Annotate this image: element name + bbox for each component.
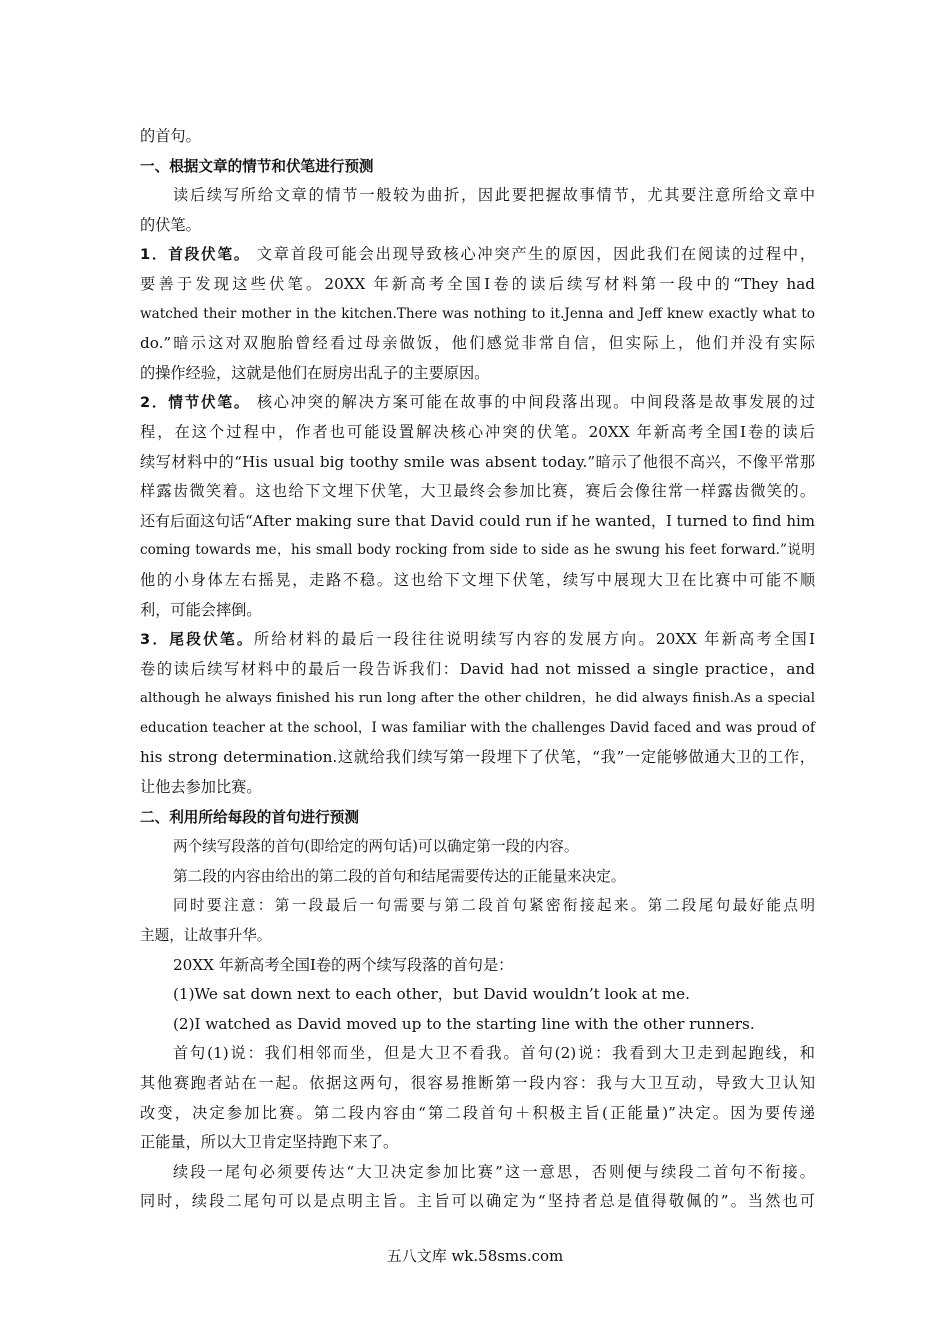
body-line: 卷的读后续写材料中的最后一段告诉我们：David had not missed a single practice，and <box>140 659 815 678</box>
body-line: his strong determination.这就给我们续写第一段埋下了伏笔，“我”一定能够做通大卫的工作， <box>140 748 815 767</box>
example-sentence-2: (2)I watched as David moved up to the starting line with the other runners. <box>173 1014 755 1033</box>
point-3-text: 所给材料的最后一段往往说明续写内容的发展方向。20XX 年新高考全国Ⅰ <box>253 630 815 649</box>
body-line: 20XX 年新高考全国Ⅰ卷的两个续写段落的首句是： <box>173 955 514 974</box>
body-line: 让他去参加比赛。 <box>140 778 262 797</box>
body-line: although he always finished his run long after the other children，he did always finish.As a special <box>140 691 815 707</box>
body-line: 续段一尾句必须要传达“大卫决定参加比赛”这一意思，否则便与续段二首句不衔接。 <box>173 1162 815 1181</box>
section-heading-1: 一、根据文章的情节和伏笔进行预测 <box>140 157 374 175</box>
body-line: education teacher at the school，I was familiar with the challenges David faced and was proud of <box>140 719 815 736</box>
body-line: coming towards me，his small body rocking from side to side as he swung his feet forward.”说明 <box>140 542 815 559</box>
body-line: 续写材料中的“His usual big toothy smile was absent today.”暗示了他很不高兴，不像平常那 <box>140 452 815 471</box>
body-line: 他的小身体左右摇晃，走路不稳。这也给下文埋下伏笔，续写中展现大卫在比赛中可能不顺 <box>140 570 815 589</box>
point-2-line <box>140 388 815 418</box>
point-2-text: 核心冲突的解决方案可能在故事的中间段落出现。中间段落是故事发展的过 <box>256 393 816 412</box>
point-1-label: 1．首段伏笔。 <box>140 246 251 264</box>
body-line: 同时，续段二尾句可以是点明主旨。主旨可以确定为“坚持者总是值得敬佩的”。当然也可 <box>140 1192 815 1211</box>
body-line: 读后续写所给文章的情节一般较为曲折，因此要把握故事情节，尤其要注意所给文章中 <box>173 186 815 205</box>
document-body <box>140 122 815 1217</box>
body-line: 其他赛跑者站在一起。依据这两句，很容易推断第一段内容：我与大卫互动，导致大卫认知 <box>140 1074 815 1092</box>
body-line: 同时要注意：第一段最后一句需要与第二段首句紧密衔接起来。第二段尾句最好能点明 <box>173 897 815 915</box>
point-3-line <box>140 625 815 655</box>
page-footer: 五八文库 wk.58sms.com <box>386 1247 564 1265</box>
body-line: 改变，决定参加比赛。第二段内容由“第二段首句＋积极主旨(正能量)”决定。因为要传递 <box>140 1103 815 1122</box>
body-line: 的伏笔。 <box>140 215 201 234</box>
section-heading-2: 二、利用所给每段的首句进行预测 <box>140 808 359 826</box>
body-line: 的首句。 <box>140 127 201 145</box>
body-line: 样露齿微笑着。这也给下文埋下伏笔，大卫最终会参加比赛，赛后会像往常一样露齿微笑的。 <box>140 482 815 501</box>
body-line: 还有后面这句话“After making sure that David could run if he wanted，I turned to find him <box>140 511 815 530</box>
point-1-line <box>140 240 815 270</box>
example-sentence-1: (1)We sat down next to each other，but David wouldn’t look at me. <box>173 985 690 1004</box>
point-2-label: 2．情节伏笔。 <box>140 394 251 412</box>
body-line: 的操作经验，这就是他们在厨房出乱子的主要原因。 <box>140 363 490 382</box>
body-line: do.”暗示这对双胞胎曾经看过母亲做饭，他们感觉非常自信，但实际上，他们并没有实际 <box>140 334 815 353</box>
body-line: 利，可能会摔倒。 <box>140 600 262 619</box>
point-1-text: 文章首段可能会出现导致核心冲突产生的原因，因此我们在阅读的过程中， <box>256 245 816 264</box>
body-line: 第二段的内容由给出的第二段的首句和结尾需要传达的正能量来决定。 <box>173 867 626 885</box>
body-line: 要善于发现这些伏笔。20XX 年新高考全国Ⅰ卷的读后续写材料第一段中的“They had <box>140 274 815 293</box>
body-line: 两个续写段落的首句(即给定的两句话)可以确定第一段的内容。 <box>173 838 579 856</box>
body-line: 主题，让故事升华。 <box>140 927 272 945</box>
body-line: 首句(1)说：我们相邻而坐，但是大卫不看我。首句(2)说：我看到大卫走到起跑线，和 <box>173 1044 815 1063</box>
body-line: 正能量，所以大卫肯定坚持跑下来了。 <box>140 1133 399 1152</box>
body-line: watched their mother in the kitchen.There was nothing to it.Jenna and Jeff knew exactly what to <box>140 305 815 322</box>
point-3-label: 3．尾段伏笔。 <box>140 631 254 649</box>
body-line: 程，在这个过程中，作者也可能设置解决核心冲突的伏笔。20XX 年新高考全国Ⅰ卷的读后 <box>140 422 815 441</box>
